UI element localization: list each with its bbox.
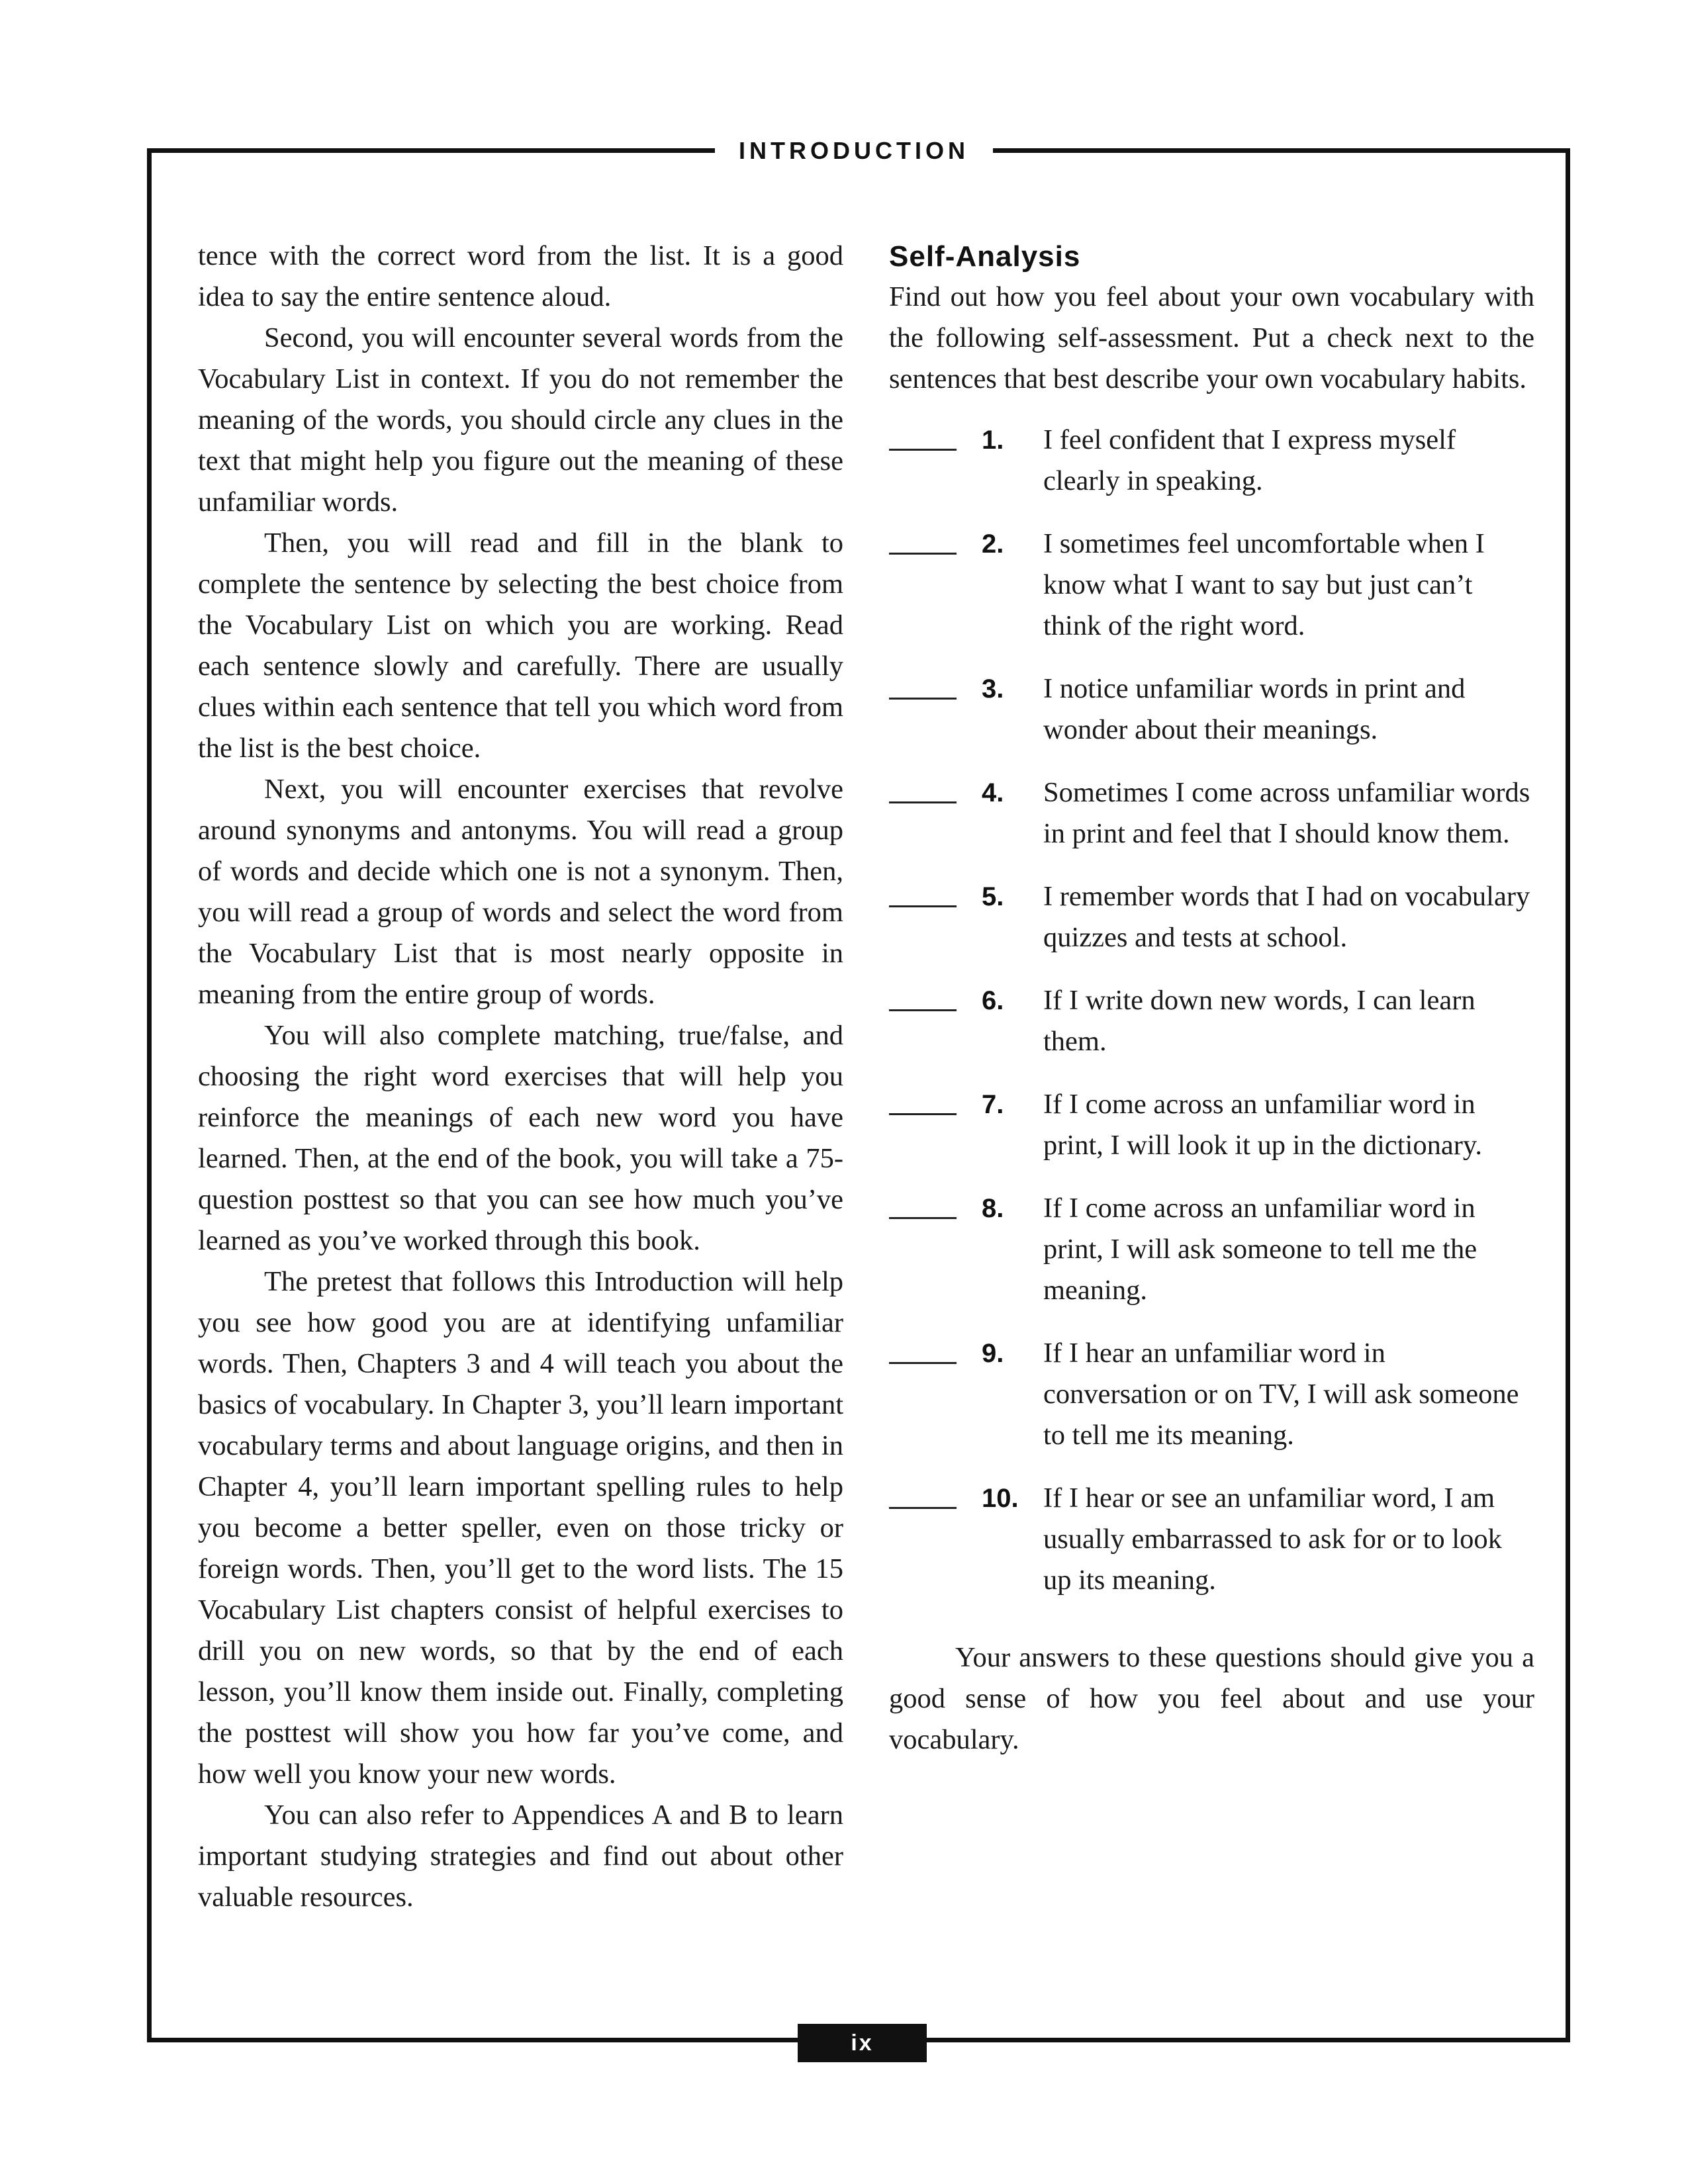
list-item — [889, 1084, 1534, 1166]
item-text: Sometimes I come across unfamiliar words in print and feel that I should know them. — [1043, 777, 1530, 849]
checkmark-blank[interactable] — [889, 905, 957, 907]
paragraph: tence with the correct word from the list. It is a good idea to say the entire sentence aloud. — [198, 240, 843, 312]
checkmark-blank[interactable] — [889, 1113, 957, 1115]
list-item — [889, 876, 1534, 958]
item-number: 6. — [982, 986, 1004, 1015]
closing-paragraph: Your answers to these questions should give you a good sense of how you feel about and use your vocabulary. — [889, 1642, 1534, 1755]
self-assessment-list — [889, 420, 1534, 1601]
item-number: 9. — [982, 1339, 1004, 1368]
list-item — [889, 980, 1534, 1062]
paragraph: The pretest that follows this Introduction will help you see how good you are at identifying unfamiliar words. Then, Chapters 3 and 4 will teach you about the basics of vocabulary. In Chapter 3, you’ll learn important vocabulary terms and about language origins, and then in Chapter 4, you’ll learn important spelling rules to help you become a better speller, even on those tricky or foreign words. Then, you’ll get to the word lists. The 15 Vocabulary List chapters consist of helpful exercises to drill you on new words, so that by the end of each lesson, you’ll know them inside out. Finally, completing the posttest will show you how far you’ve come, and how well you know your new words. — [198, 1266, 843, 1790]
paragraph: You can also refer to Appendices A and B to learn important studying strategies and find out about other valuable resources. — [198, 1799, 843, 1913]
self-analysis-intro: Find out how you feel about your own vocabulary with the following self-assessment. Put a check next to the sentences that best describe your own vocabulary habits. — [889, 281, 1534, 394]
item-number: 4. — [982, 778, 1004, 807]
paragraph: Then, you will read and fill in the blank to complete the sentence by selecting the best choice from the Vocabulary List on which you are working. Read each sentence slowly and carefully. There are usually clues within each sentence that tell you which word from the list is the best choice. — [198, 527, 843, 764]
item-number: 8. — [982, 1194, 1004, 1223]
list-item — [889, 1333, 1534, 1456]
checkmark-blank[interactable] — [889, 1217, 957, 1219]
item-text: If I hear or see an unfamiliar word, I am usually embarrassed to ask for or to look up its meaning. — [1043, 1482, 1502, 1596]
item-text: I notice unfamiliar words in print and wonder about their meanings. — [1043, 673, 1466, 745]
list-item — [889, 772, 1534, 854]
left-column — [198, 236, 843, 1918]
list-item — [889, 523, 1534, 647]
item-text: If I come across an unfamiliar word in print, I will look it up in the dictionary. — [1043, 1089, 1482, 1161]
item-text: I remember words that I had on vocabulary quizzes and tests at school. — [1043, 881, 1530, 953]
list-item — [889, 420, 1534, 502]
item-number: 10. — [982, 1484, 1019, 1513]
checkmark-blank[interactable] — [889, 449, 957, 451]
item-number: 5. — [982, 882, 1004, 911]
item-text: If I hear an unfamiliar word in conversation or on TV, I will ask someone to tell me its meaning. — [1043, 1338, 1519, 1451]
item-number: 1. — [982, 426, 1004, 455]
checkmark-blank[interactable] — [889, 1362, 957, 1364]
checkmark-blank[interactable] — [889, 1507, 957, 1509]
list-item — [889, 1478, 1534, 1601]
paragraph: You will also complete matching, true/false, and choosing the right word exercises that will help you reinforce the meanings of each new word you have learned. Then, at the end of the book, you will take a 75-question posttest so that you can see how much you’ve learned as you’ve worked through this book. — [198, 1020, 843, 1256]
item-text: I feel confident that I express myself clearly in speaking. — [1043, 424, 1456, 496]
list-item — [889, 1188, 1534, 1311]
list-item — [889, 668, 1534, 751]
paragraph: Second, you will encounter several words from the Vocabulary List in context. If you do not remember the meaning of the words, you should circle any clues in the text that might help you figure out the meaning of these unfamiliar words. — [198, 322, 843, 518]
checkmark-blank[interactable] — [889, 698, 957, 700]
checkmark-blank[interactable] — [889, 801, 957, 803]
paragraph: Next, you will encounter exercises that revolve around synonyms and antonyms. You will read a group of words and decide which one is not a synonym. Then, you will read a group of words and select the word from the Vocabulary List that is most nearly opposite in meaning from the entire group of words. — [198, 774, 843, 1010]
item-number: 3. — [982, 674, 1004, 704]
checkmark-blank[interactable] — [889, 553, 957, 555]
item-text: If I come across an unfamiliar word in print, I will ask someone to tell me the meaning. — [1043, 1193, 1477, 1306]
item-number: 7. — [982, 1090, 1004, 1119]
item-text: If I write down new words, I can learn them. — [1043, 985, 1476, 1057]
checkmark-blank[interactable] — [889, 1009, 957, 1011]
self-analysis-title: Self-Analysis — [889, 240, 1081, 273]
page-number: ix — [798, 2024, 927, 2062]
item-number: 2. — [982, 529, 1004, 559]
item-text: I sometimes feel uncomfortable when I know what I want to say but just can’t think of the right word. — [1043, 528, 1485, 641]
right-column — [889, 237, 1534, 1760]
section-header: INTRODUCTION — [715, 134, 993, 168]
